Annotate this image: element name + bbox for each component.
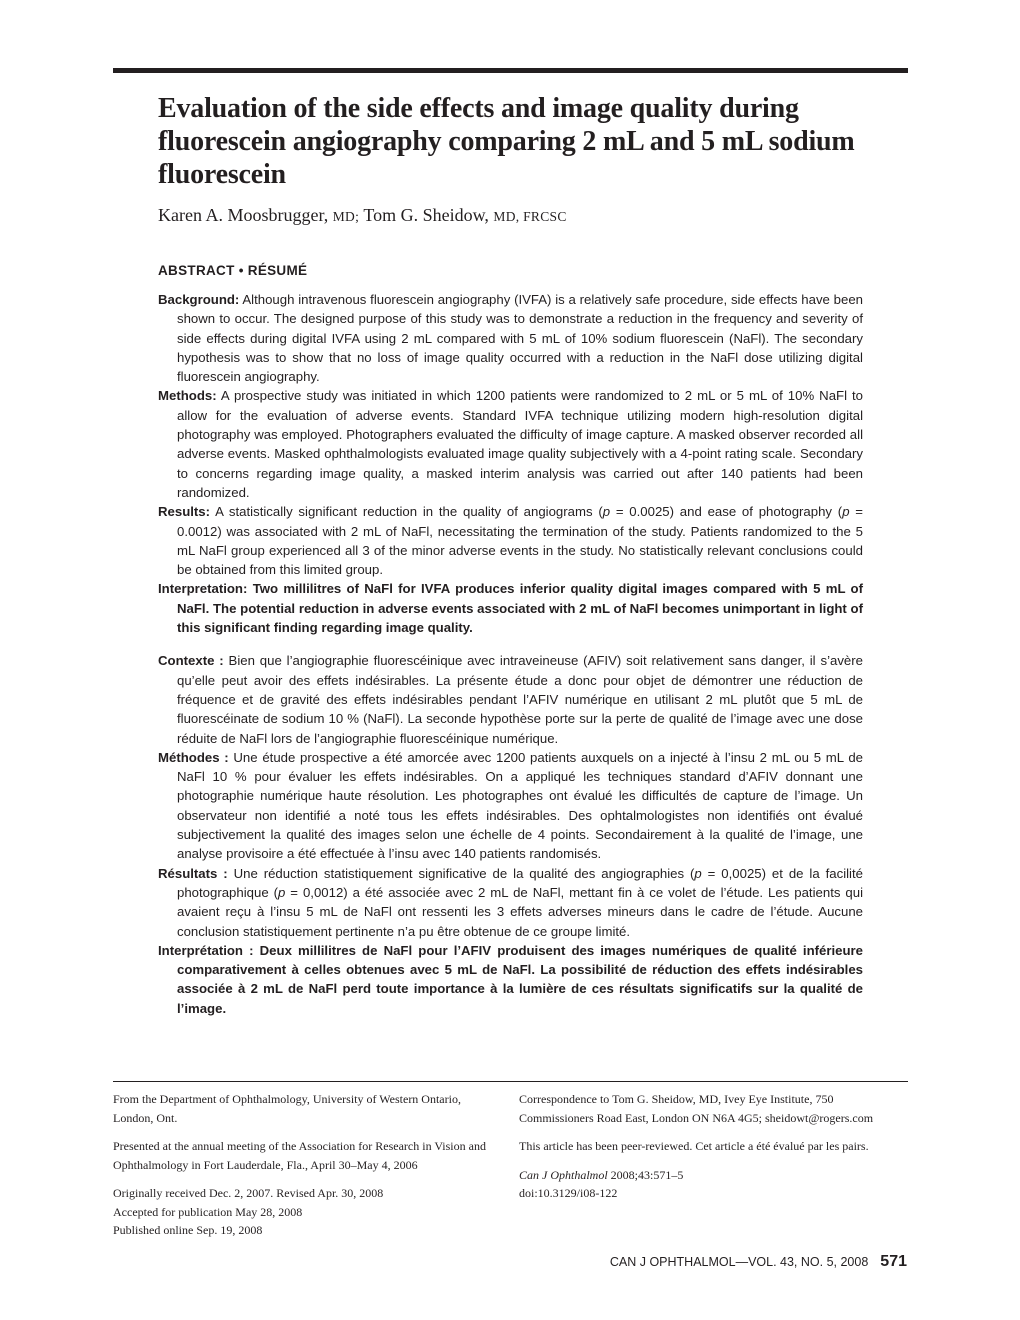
page-number: 571 [880, 1253, 907, 1270]
section-text: = 0,0025) et de la facilité photographique ( [177, 865, 863, 900]
section-label: Méthodes : [158, 749, 229, 765]
section-label: Interprétation : [158, 942, 254, 958]
section-label: Methods: [158, 388, 217, 404]
abstract-heading: ABSTRACT • RÉSUMÉ [158, 263, 308, 278]
section-text: = 0.0025) and ease of photography ( [610, 504, 843, 520]
section-label: Contexte : [158, 653, 224, 669]
section-text: = 0.0012) was associated with 2 mL of NaFl, necessitating the termination of the study. Patients randomized to the 5 mL NaFl group experienced all 3 of the minor adverse events in the study. No statistically relevant conclusions could be obtained from this limited group. [177, 504, 864, 578]
citation: 2008;43:571–5 [610, 1167, 684, 1182]
p-value-symbol: p [278, 884, 286, 900]
article-title: Evaluation of the side effects and image quality during fluorescein angiography comparing 2 mL and 5 mL sodium fluorescein [158, 93, 855, 190]
footnotes-right [519, 1090, 909, 1213]
section-label: Background: [158, 292, 240, 307]
resume-interpretation [158, 941, 863, 1018]
p-value-symbol: p [842, 504, 850, 520]
section-text: Two millilitres of NaFl for IVFA produces inferior quality digital images compared with 5 mL of NaFl. The potential reduction in adverse events associated with 2 mL of NaFl becomes unimportant in light of this significant finding regarding image quality. [177, 581, 864, 636]
journal-footer-label: CAN J OPHTHALMOL—VOL. 43, NO. 5, 2008 [609, 1255, 869, 1269]
section-text: Bien que l’angiographie fluorescéinique avec intraveineuse (AFIV) soit relativement sans danger, il s’avère qu’elle peut avoir des effets indésirables. La présente étude a donc pour objet de démontrer une réduction de fréquence et de gravité des effets indésirables pendant l’AFIV numérique en utilisant 2 mL plutôt que 5 mL de fluorescéinate de sodium 10 % (NaFl). La seconde hypothèse porte sur la perte de qualité de l’image avec une dose réduite de NaFl lors de l’angiographie fluorescéinique numérique. [177, 653, 863, 746]
journal-name: Can J Ophthalmol [519, 1167, 608, 1182]
section-label: Results: [158, 504, 211, 520]
section-label: Résultats : [158, 865, 228, 881]
abstract-body [158, 290, 863, 1018]
resume-contexte [158, 651, 863, 747]
section-text: A prospective study was initiated in which 1200 patients were randomized to 2 mL or 5 mL of 10% NaFl to allow for the evaluation of adverse events. Standard IVFA technique utilizing modern high-resolution digital photography was employed. Photographers evaluated the difficulty of image capture. A masked observer recorded all adverse events. Masked ophthalmologists evaluated image quality subjectively with a 4-point rating scale. Secondary to concerns regarding image quality, a masked interim analysis was carried out after 140 patients had been randomized. [177, 388, 864, 500]
resume-resultats [158, 864, 863, 941]
abstract-results [158, 502, 863, 579]
p-value-symbol: p [602, 504, 611, 520]
published-date: Published online Sep. 19, 2008 [113, 1223, 263, 1237]
author-credentials: MD; [332, 209, 360, 224]
section-text: A statistically significant reduction in the quality of angiograms ( [215, 504, 603, 520]
footnote-rule [113, 1081, 908, 1082]
resume-methodes [158, 748, 863, 864]
author-name: Tom G. Sheidow, [363, 205, 489, 225]
section-text: Although intravenous fluorescein angiography (IVFA) is a relatively safe procedure, side effects have been shown to occur. The designed purpose of this study was to demonstrate a reduction in the frequency and severity of side effects during digital IVFA using 2 mL compared with 5 mL of 10% sodium fluorescein (NaFl). The secondary hypothesis was to show that no loss of image quality occurred with a reduction in the NaFl dose utilizing digital fluorescein angiography. [177, 292, 863, 385]
abstract-interpretation [158, 579, 863, 637]
author-name: Karen A. Moosbrugger, [158, 205, 329, 225]
running-footer [610, 1253, 907, 1271]
abstract-background [158, 290, 863, 386]
received-date: Originally received Dec. 2, 2007. Revised Apr. 30, 2008 [113, 1186, 384, 1200]
p-value-symbol: p [694, 865, 702, 881]
footnotes-left [113, 1090, 503, 1250]
language-divider [158, 637, 863, 651]
section-label: Interpretation: [158, 581, 248, 597]
section-text: Deux millilitres de NaFl pour l’AFIV produisent des images numériques de qualité inférieure comparativement à celles obtenues avec 5 mL de NaFl. La possibilité de réduction des effets indésirables associée à 2 mL de NaFl perd toute importance à la lumière de ces résultats significatifs sur la qualité de l’image. [177, 942, 863, 1016]
abstract-methods [158, 386, 863, 502]
section-text: Une étude prospective a été amorcée avec 1200 patients auxquels on a injecté à l’insu 2 mL ou 5 mL de NaFl 10 % pour évaluer les effets indésirables. On a appliqué les techniques standard d’AFIV donnant une photographie numérique haute résolution. Les photographes ont évalué les difficultés de capture de l’image. Un observateur non identifié a noté tous les effets indésirables. Des ophtalmologistes non identifiés ont évalué subjectivement la qualité des images selon une échelle de 4 points. Secondairement à la qualité de l’image, une analyse provisoire a été effectuée à l’insu avec 140 patients randomisés. [177, 749, 863, 862]
affiliation-note: From the Department of Ophthalmology, University of Western Ontario, London, Ont. [113, 1092, 461, 1125]
dates-note [113, 1184, 503, 1240]
peer-review-note: This article has been peer-reviewed. Cet article a été évalué par les pairs. [519, 1139, 869, 1153]
author-credentials: MD, FRCSC [493, 209, 567, 224]
accepted-date: Accepted for publication May 28, 2008 [113, 1204, 303, 1219]
author-list [158, 204, 567, 228]
citation-note [519, 1166, 909, 1203]
doi: doi:10.3129/i08-122 [519, 1186, 618, 1200]
section-text: Une réduction statistiquement significative de la qualité des angiographies ( [233, 865, 695, 881]
presentation-note: Presented at the annual meeting of the Association for Research in Vision and Ophthalmology in Fort Lauderdale, Fla., April 30–May 4, 2006 [113, 1139, 486, 1172]
section-text: = 0,0012) a été associée avec 2 mL de NaFl, mettant fin à ce volet de l’étude. Les patients qui avaient reçu à l’insu 5 mL de NaFl ont ressenti les 3 effets adverses mineurs dans le cadre de l’étude. Aucune conclusion statistiquement pertinente n’a pu être obtenue de ce groupe limité. [177, 884, 864, 939]
correspondence-note: Correspondence to Tom G. Sheidow, MD, Ivey Eye Institute, 750 Commissioners Road East, London ON N6A 4G5; sheidowt@rogers.com [519, 1092, 874, 1125]
top-rule [113, 68, 908, 73]
